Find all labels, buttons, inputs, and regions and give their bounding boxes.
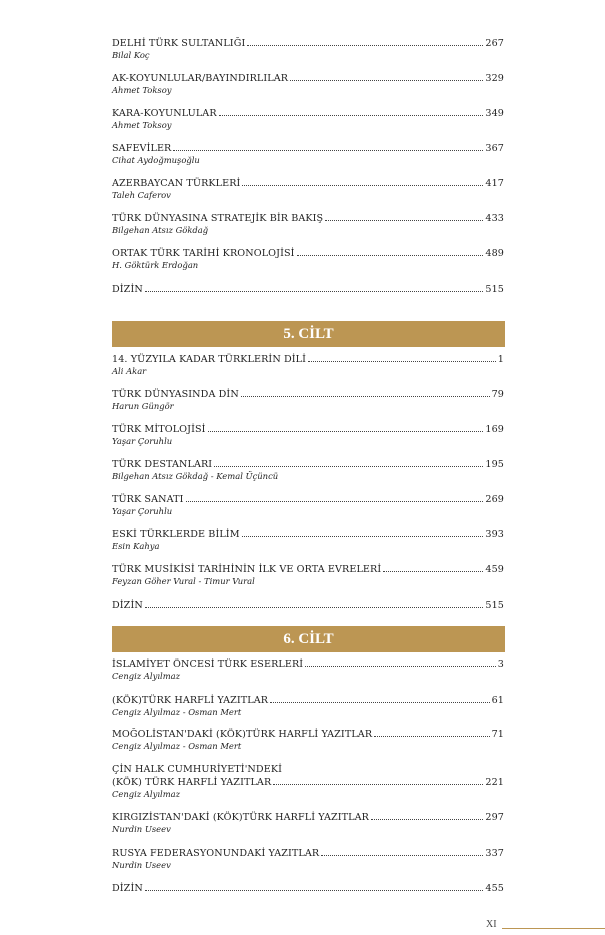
dot-leader xyxy=(186,500,484,502)
entry-title: KARA-KOYUNLULAR xyxy=(112,108,217,119)
dot-leader xyxy=(297,254,484,256)
entry-author: H. Göktürk Erdoğan xyxy=(112,260,199,270)
entry-title: İSLAMİYET ÖNCESİ TÜRK ESERLERİ xyxy=(112,659,304,670)
entry-page: 417 xyxy=(485,178,504,189)
entry-author: Nurdin Useev xyxy=(112,824,171,834)
entry-author: Esin Kahya xyxy=(112,541,160,551)
entry-author: Cengiz Alyılmaz - Osman Mert xyxy=(112,741,242,751)
dot-leader xyxy=(145,606,484,608)
toc-entry[interactable] xyxy=(112,177,504,200)
toc-entry[interactable] xyxy=(112,763,504,799)
dot-leader xyxy=(374,735,489,737)
dot-leader xyxy=(242,184,483,186)
entry-author: Cengiz Alyılmaz xyxy=(112,789,181,799)
entry-title: AZERBAYCAN TÜRKLERİ xyxy=(112,178,241,189)
dot-leader xyxy=(371,818,483,820)
toc-entry[interactable] xyxy=(112,107,504,130)
footer-rule xyxy=(502,928,605,929)
entry-author: Bilgehan Atsız Gökdağ - Kemal Üçüncü xyxy=(112,471,279,481)
dot-leader xyxy=(145,889,484,891)
entry-title: ORTAK TÜRK TARİHİ KRONOLOJİSİ xyxy=(112,248,295,259)
entry-title: TÜRK DÜNYASINDA DİN xyxy=(112,389,239,400)
entry-page: 455 xyxy=(485,883,504,894)
entry-page: 433 xyxy=(485,213,504,224)
entry-author: Ahmet Toksoy xyxy=(112,85,172,95)
entry-page: 349 xyxy=(485,108,504,119)
entry-page: 515 xyxy=(485,600,504,611)
entry-author: Ahmet Toksoy xyxy=(112,120,172,130)
toc-entry[interactable] xyxy=(112,458,504,481)
entry-page: 1 xyxy=(497,354,504,365)
entry-title: TÜRK DESTANLARI xyxy=(112,459,213,470)
entry-page: 61 xyxy=(491,695,504,706)
toc-entry[interactable] xyxy=(112,247,504,270)
section-header-cilt5: 5. CİLT xyxy=(112,321,505,347)
dot-leader xyxy=(173,149,483,151)
toc-entry[interactable] xyxy=(112,142,504,165)
entry-title: MOĞOLİSTAN'DAKİ (KÖK)TÜRK HARFLİ YAZITLAR xyxy=(112,729,373,740)
dot-leader xyxy=(305,665,496,667)
entry-page: 3 xyxy=(497,659,504,670)
entry-page: 221 xyxy=(485,777,504,788)
dot-leader xyxy=(290,79,483,81)
entry-title: (KÖK) TÜRK HARFLİ YAZITLAR xyxy=(112,777,272,788)
entry-author: Ali Akar xyxy=(112,366,147,376)
entry-author: Yaşar Çoruhlu xyxy=(112,506,173,516)
dot-leader xyxy=(208,430,484,432)
entry-page: 459 xyxy=(485,564,504,575)
entry-page: 79 xyxy=(491,389,504,400)
dot-leader xyxy=(145,290,484,292)
entry-title: SAFEVİLER xyxy=(112,143,172,154)
entry-page: 297 xyxy=(485,812,504,823)
toc-entry[interactable] xyxy=(112,423,504,446)
dot-leader xyxy=(247,44,483,46)
toc-entry[interactable] xyxy=(112,37,504,60)
toc-entry[interactable] xyxy=(112,493,504,516)
entry-page: 489 xyxy=(485,248,504,259)
entry-title: TÜRK MİTOLOJİSİ xyxy=(112,424,206,435)
entry-title: ESKİ TÜRKLERDE BİLİM xyxy=(112,529,240,540)
entry-title: TÜRK DÜNYASINA STRATEJİK BİR BAKIŞ xyxy=(112,213,324,224)
dot-leader xyxy=(325,219,483,221)
toc-entry[interactable] xyxy=(112,882,504,895)
entry-page: 367 xyxy=(485,143,504,154)
entry-title: DİZİN xyxy=(112,600,143,611)
dot-leader xyxy=(273,783,483,785)
entry-author: Cengiz Alyılmaz - Osman Mert xyxy=(112,707,242,717)
entry-author: Nurdin Useev xyxy=(112,860,171,870)
entry-author: Feyzan Göher Vural - Timur Vural xyxy=(112,576,255,586)
entry-author: Yaşar Çoruhlu xyxy=(112,436,173,446)
toc-entry[interactable] xyxy=(112,283,504,296)
toc-entry[interactable] xyxy=(112,599,504,612)
dot-leader xyxy=(270,701,489,703)
entry-title: TÜRK SANATI xyxy=(112,494,184,505)
dot-leader xyxy=(214,465,483,467)
toc-entry[interactable] xyxy=(112,694,504,717)
entry-page: 329 xyxy=(485,73,504,84)
dot-leader xyxy=(241,395,490,397)
toc-entry[interactable] xyxy=(112,353,504,376)
toc-entry[interactable] xyxy=(112,847,504,870)
entry-page: 267 xyxy=(485,38,504,49)
toc-entry[interactable] xyxy=(112,72,504,95)
entry-title: 14. YÜZYILA KADAR TÜRKLERİN DİLİ xyxy=(112,354,307,365)
entry-page: 515 xyxy=(485,284,504,295)
entry-author: Harun Güngör xyxy=(112,401,174,411)
section-header-cilt6: 6. CİLT xyxy=(112,626,505,652)
dot-leader xyxy=(242,535,484,537)
entry-title: KIRGIZİSTAN'DAKİ (KÖK)TÜRK HARFLİ YAZITLAR xyxy=(112,812,369,823)
toc-entry[interactable] xyxy=(112,563,504,586)
toc-entry[interactable] xyxy=(112,388,504,411)
entry-author: Cihat Aydoğmuşoğlu xyxy=(112,155,200,165)
dot-leader xyxy=(321,854,483,856)
entry-author: Cengiz Alyılmaz xyxy=(112,671,181,681)
entry-title: TÜRK MUSİKİSİ TARİHİNİN İLK VE ORTA EVRELERİ xyxy=(112,564,382,575)
entry-title: (KÖK)TÜRK HARFLİ YAZITLAR xyxy=(112,695,269,706)
entry-title: AK-KOYUNLULAR/BAYINDIRLILAR xyxy=(112,73,289,84)
toc-entry[interactable] xyxy=(112,528,504,551)
dot-leader xyxy=(308,360,496,362)
dot-leader xyxy=(383,570,483,572)
entry-author: Taleh Caferov xyxy=(112,190,171,200)
entry-title: DELHİ TÜRK SULTANLIĞI xyxy=(112,38,246,49)
entry-page: 195 xyxy=(485,459,504,470)
entry-author: Bilal Koç xyxy=(112,50,150,60)
toc-entry[interactable] xyxy=(112,728,504,751)
entry-title-line1: ÇİN HALK CUMHURİYETİ'NDEKİ xyxy=(112,764,282,775)
toc-entry[interactable] xyxy=(112,811,504,834)
entry-title: DİZİN xyxy=(112,284,143,295)
entry-page: 393 xyxy=(485,529,504,540)
entry-page: 71 xyxy=(491,729,504,740)
entry-page: 269 xyxy=(485,494,504,505)
dot-leader xyxy=(219,114,484,116)
page-number: XI xyxy=(486,919,497,930)
toc-entry[interactable] xyxy=(112,212,504,235)
entry-page: 337 xyxy=(485,848,504,859)
toc-entry[interactable] xyxy=(112,658,504,681)
entry-title: RUSYA FEDERASYONUNDAKİ YAZITLAR xyxy=(112,848,320,859)
entry-title: DİZİN xyxy=(112,883,143,894)
entry-page: 169 xyxy=(485,424,504,435)
entry-author: Bilgehan Atsız Gökdağ xyxy=(112,225,209,235)
